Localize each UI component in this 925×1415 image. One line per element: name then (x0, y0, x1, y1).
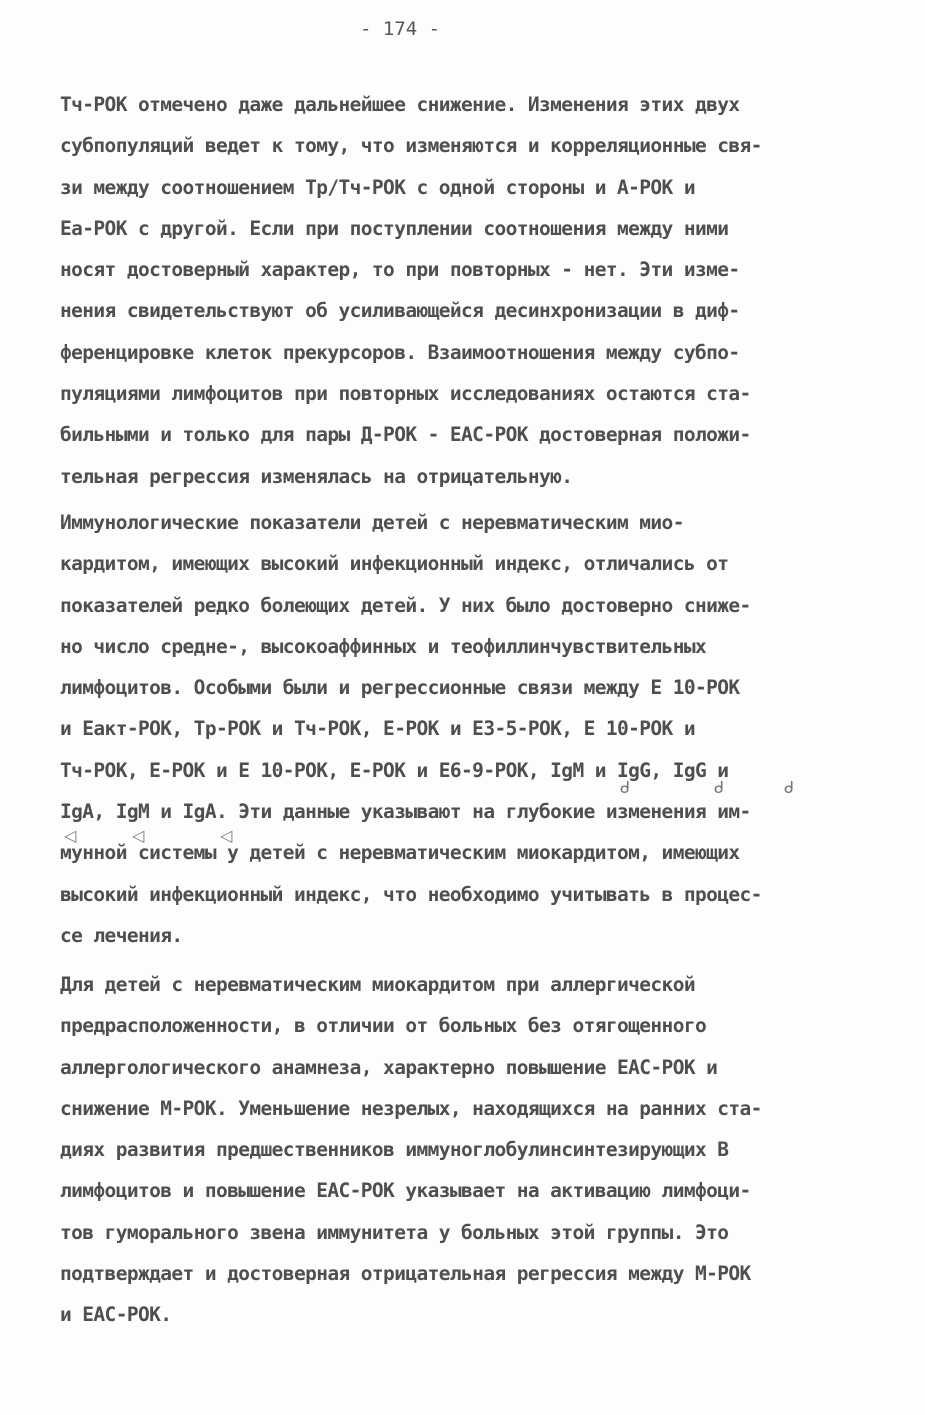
text-line: зи между соотношением Тр/Тч-РОК с одной стороны и А-РОК и (60, 175, 695, 199)
text-line: субпопуляций ведет к тому, что изменяются и корреляционные свя- (60, 134, 762, 158)
text-line: лимфоцитов и повышение ЕАС-РОК указывает на активацию лимфоци- (60, 1179, 751, 1203)
text-line: диях развития предшественников иммуноглобулинсинтезирующих В (60, 1138, 729, 1162)
text-line: бильными и только для пары Д-РОК - ЕАС-РОК достоверная положи- (60, 423, 751, 447)
text-line: Тч-РОК отмечено даже дальнейшее снижение. Изменения этих двух (60, 93, 740, 116)
handwritten-mark-icon: ᑯ (714, 778, 725, 797)
text-line: показателей редко болеющих детей. У них было достоверно сниже- (60, 593, 751, 617)
text-line: лимфоцитов. Особыми были и регрессионные связи между Е 10-РОК (60, 676, 740, 700)
text-line: пуляциями лимфоцитов при повторных исследованиях остаются ста- (60, 382, 751, 406)
text-line: подтверждает и достоверная отрицательная регрессия между М-РОК (60, 1262, 751, 1286)
text-line: предрасположенности, в отличии от больных без отягощенного (60, 1014, 707, 1038)
text-line: нения свидетельствуют об усиливающейся десинхронизации в диф- (60, 299, 740, 323)
text-line: IgA, IgM и IgA. Эти данные указывают на глубокие изменения им- (60, 800, 751, 824)
paragraph-3 (60, 964, 875, 1336)
text-line: Тч-РОК, Е-РОК и Е 10-РОК, Е-РОК и Е6-9-РОК, IgM и IgG, IgG и (60, 758, 729, 782)
text-line: Для детей с неревматическим миокардитом при аллергической (60, 973, 695, 996)
paragraph-1 (60, 84, 875, 497)
text-line: аллергологического анамнеза, характерно повышение ЕАС-РОК и (60, 1055, 718, 1079)
text-line: и ЕАС-РОК. (60, 1303, 172, 1327)
text-line: се лечения. (60, 923, 183, 947)
text-line: Еа-РОК с другой. Если при поступлении соотношения между ними (60, 216, 729, 240)
text-line: тов гуморального звена иммунитета у больных этой группы. Это (60, 1220, 729, 1244)
text-line: но число средне-, высокоаффинных и теофиллинчувствительных (60, 634, 707, 658)
handwritten-mark-icon: ◁ (220, 826, 233, 845)
handwritten-mark-icon: ᑯ (620, 778, 631, 797)
text-line: высокий инфекционный индекс, что необходимо учитывать в процес- (60, 882, 762, 906)
paragraph-2 (60, 502, 875, 956)
handwritten-mark-icon: ᑯ (784, 778, 795, 797)
text-line: Иммунологические показатели детей с неревматическим мио- (60, 511, 684, 534)
text-line: носят достоверный характер, то при повторных - нет. Эти изме- (60, 258, 740, 282)
text-line: тельная регрессия изменялась на отрицательную. (60, 464, 573, 488)
text-line: и Еакт-РОК, Тр-РОК и Тч-РОК, Е-РОК и Е3-5-РОК, Е 10-РОК и (60, 717, 695, 741)
text-line: мунной системы у детей с неревматическим миокардитом, имеющих (60, 841, 740, 865)
text-line: снижение М-РОК. Уменьшение незрелых, находящихся на ранних ста- (60, 1096, 762, 1120)
text-line: кардитом, имеющих высокий инфекционный индекс, отличались от (60, 552, 729, 576)
handwritten-mark-icon: ◁ (64, 826, 77, 845)
handwritten-mark-icon: ◁ (132, 826, 145, 845)
page-number: - 174 - (359, 18, 441, 40)
text-line: ференцировке клеток прекурсоров. Взаимоотношения между субпо- (60, 340, 740, 364)
